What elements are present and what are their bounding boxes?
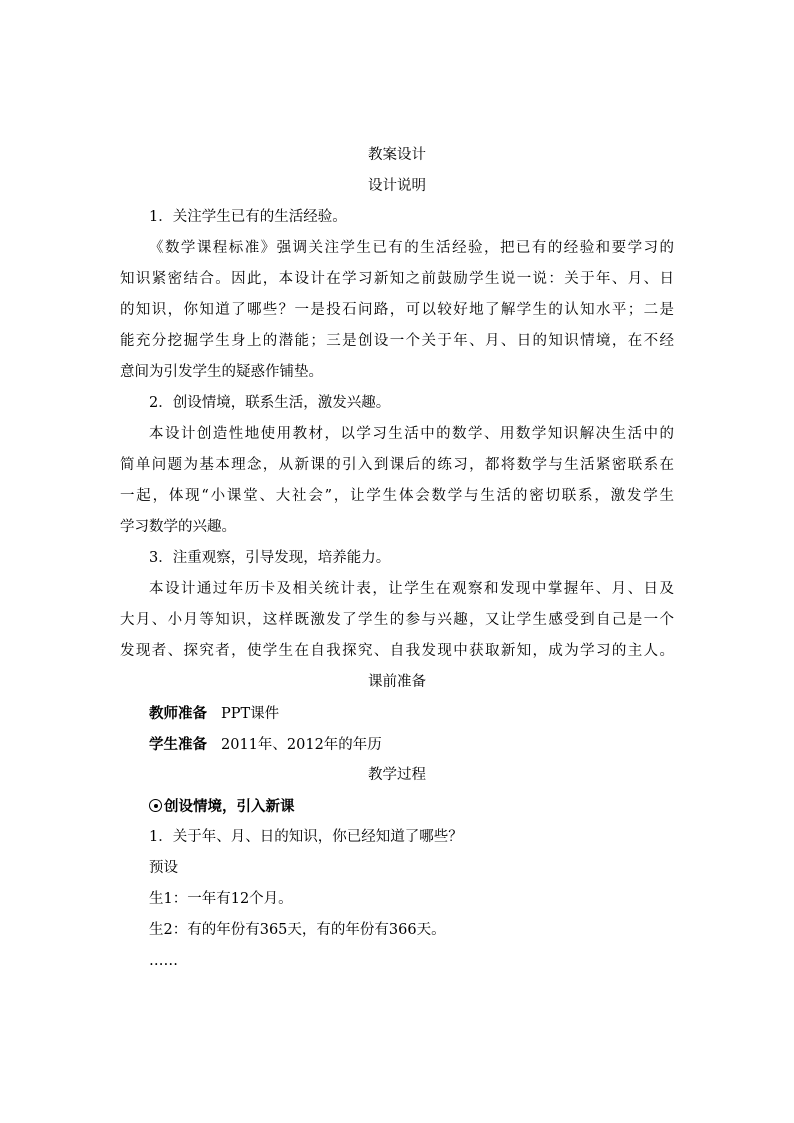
point-1-line-5: 意间为引发学生的疑惑作铺垫。 [120, 364, 323, 380]
point-2-line-3: 一起，体现“小课堂、大社会”，让学生体会数学与生活的密切联系，激发学生 [120, 488, 674, 504]
teacher-prep-value: PPT课件 [221, 706, 280, 722]
point-1-title: 1．关注学生已有的生活经验。 [149, 209, 347, 225]
circled-dot-icon [149, 799, 162, 812]
section-title: 创设情境，引入新课 [164, 798, 295, 815]
point-2-line-2: 简单问题为基本理念，从新课的引入到课后的练习，都将数学与生活紧密联系在 [120, 457, 674, 473]
ellipsis: …… [149, 953, 178, 969]
point-2-line-4: 学习数学的兴趣。 [120, 519, 236, 535]
point-3-title: 3．注重观察，引导发现，培养能力。 [149, 550, 391, 566]
answer-1: 生1：一年有12个月。 [149, 891, 293, 907]
prep-heading: 课前准备 [368, 674, 426, 690]
point-1-line-1: 《数学课程标准》强调关注学生已有的生活经验，把已有的经验和要学习的 [149, 240, 674, 256]
point-3-line-2: 大月、小月等知识，这样既激发了学生的参与兴趣，又让学生感受到自己是一个 [120, 612, 674, 628]
point-1-line-2: 知识紧密结合。因此，本设计在学习新知之前鼓励学生说一说：关于年、月、日 [120, 271, 674, 287]
point-2-line-1: 本设计创造性地使用教材，以学习生活中的数学、用数学知识解决生活中的 [149, 426, 674, 442]
point-1-line-4: 能充分挖掘学生身上的潜能；三是创设一个关于年、月、日的知识情境，在不经 [120, 333, 674, 349]
preset-label: 预设 [149, 860, 178, 876]
point-3-line-1: 本设计通过年历卡及相关统计表，让学生在观察和发现中掌握年、月、日及 [149, 581, 674, 597]
teacher-prep-row [120, 698, 674, 729]
student-prep-value: 2011年、2012年的年历 [221, 737, 382, 753]
process-heading: 教学过程 [368, 767, 426, 783]
section-title-row [120, 791, 674, 822]
point-2-title: 2．创设情境，联系生活，激发兴趣。 [149, 395, 391, 411]
point-1-line-3: 的知识，你知道了哪些？一是投石问路，可以较好地了解学生的认知水平；二是 [120, 302, 674, 318]
question: 1．关于年、月、日的知识，你已经知道了哪些？ [149, 829, 463, 845]
teacher-prep-label: 教师准备 [149, 705, 207, 722]
page-title: 教案设计 [368, 147, 426, 163]
point-3-line-3: 发现者、探究者，使学生在自我探究、自我发现中获取新知，成为学习的主人。 [120, 643, 674, 659]
answer-2: 生2：有的年份有365天，有的年份有366天。 [149, 922, 446, 938]
student-prep-label: 学生准备 [149, 736, 207, 753]
design-note-heading: 设计说明 [368, 178, 426, 194]
student-prep-row [120, 729, 674, 760]
